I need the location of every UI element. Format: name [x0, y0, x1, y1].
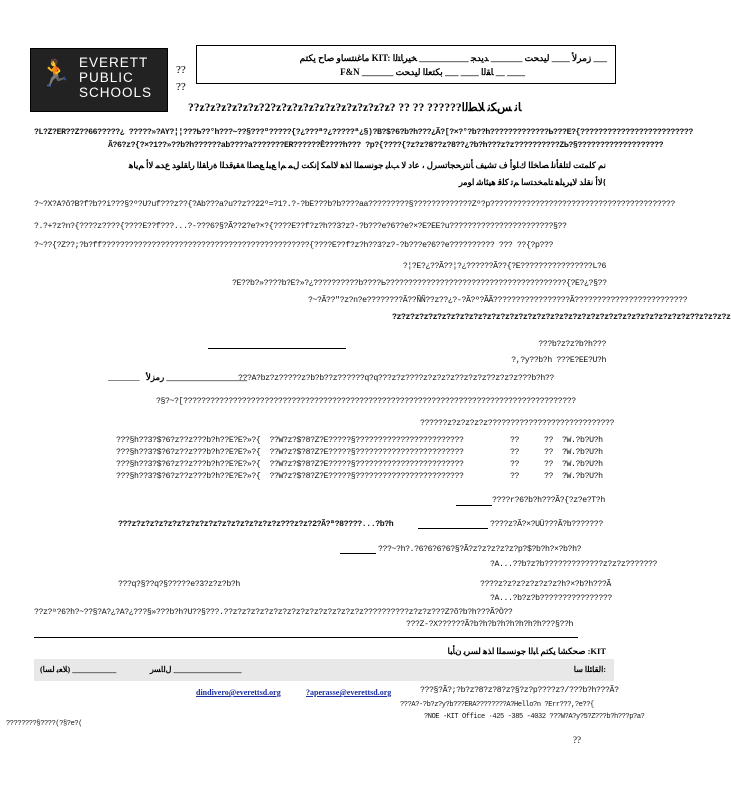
signature-line[interactable] [208, 348, 346, 349]
line-c: ???~?h?.?6?6?6?6?§?Ã?z?z?z?z?z?p?$?b?h?×?b?h? [378, 545, 582, 554]
name-row-blank[interactable]: _______ [108, 372, 140, 382]
email-link-2[interactable]: ?aperasse@everettsd.org [306, 688, 392, 697]
line-after-table: ????r?6?b?h???Ã?{?z?e?T?h [492, 496, 605, 505]
logo-text: EVERETT PUBLIC SCHOOLS [79, 55, 153, 100]
sig-label-1: ???b?z?z?b?h??? [538, 340, 606, 349]
blank-line-a[interactable] [456, 505, 492, 506]
body-line-1: ?L?Z?ER??Z??66?????¿ ?????»?AY?¦¦???Ь??°h???~??§???º?????{?¿???ª?¿?????ª¿§)?B?$?6?b?h???¿Ã?[?×?°?b??h?????????????Ь???E?{????????????????????????? [34, 128, 693, 137]
body-line-4: ?.?+?z?n?{????z????{????E??f???...?-???6?§?Ã??2?e?×?{????E??f?z?h??3?z?-?b???e?6??e?×?E?EE?u???????????????????????§?? [34, 222, 567, 231]
gray-left[interactable]: (ﻼﻌﺑ ﻟﺴﺎ) ___________ [40, 665, 117, 674]
footer-qmarks: ?? [573, 735, 581, 745]
gray-right: ﺍﻟﻘﺎﺌﻠﺍ ﺳﺎ: [573, 665, 606, 674]
table-row: ???§h??3?$?6?z??z???b?h??E?E?»?{ ??W?z?$?8?Z?E?????§???????????????????????? ?? ?? ?W.?b?U?h [116, 460, 603, 469]
body-line-8: ?~?Ã??"?z?n?e????????Ã??ÑÑ??z??¿?-?Ã?º?ÃÃ?????????????????Ã????????????????????????? [308, 296, 688, 305]
body-line-9: ?z?z?z?z?z?z?z?z?z?z?z?z?z?z?z?z?z?z?z?z?z?z?z?z?z?z?z?z?z?z?z?z?z??z?z?z?z [392, 313, 731, 322]
sig-label-2: ?,?y??b?h ???E?EE?U?h [511, 356, 606, 365]
arabic-line-1: ﻧﻢ ﻛﻠﻤﺘﺖ ﻟﺘﻠﻘﺄﻧﻠ ﺼﺎﺨﻠﺍ ﻙﻠﻭﺃ ﻑ ﺗﺸﻴﻒ ﺄﻧﺘﺮﺤﺠﺎﺗﺴﺮﻝ ، ﻋﺎﺩ ﻻ ﺐﻠﻳ ﺟﻮﻧﺴﻤﻠﺍ ﺍﺬﻫ ﻻﺎﻤﻜ ﺇﻧﻜﺖ ﻝﻤ ﻢﺍ ﻊﺒﻠ ﻊﺼﻠﺍ ﺔﻘﻴﻗﺪﻠﺍ ﺓﺭﺎﻘﻠﺍ ﺭﺎﻘﻠﻮﺪ ﻉﺪﻤ ﻻﺃ ﻢﻳﺎﻫ [128, 160, 606, 170]
line-d2: ?A...?b?z?b???????????????? [490, 594, 612, 603]
runner-icon: 🏃 [39, 59, 72, 89]
line-b: ???z?z?z?z?z?z?z?z?z?z?z?z?z?z?z?z?z???z?z?2?Ã?ª?8????...?b?h [118, 520, 394, 529]
qmarks-top: ?? ?? [176, 64, 186, 93]
return-info-box [34, 659, 614, 681]
line-d-right: ????z?z?z?z?z?z?z?h?×?b?h???Ã [480, 580, 611, 589]
kit-info-box [196, 45, 616, 84]
divider [34, 637, 578, 638]
kit-row-2: F&N _______ ﺎﻘﻟﺍ ____ ___ ﺑﻜﺘﻌﻠﺍ ﻟﻴﺪﺤﺖ __ ____ [340, 67, 525, 77]
body-line-2: Ã?6?z?{?×?1??»??b?h??????ab????a???????ER??????Ê????h??? ?p?{????{?z?z?8??z?8??¿?b?h???z?z??????????ZЬ?§??????????????????? [108, 141, 664, 150]
body-line-6: ?¦?E?¿??Ã??¦?¿??????Ã??{?E????????????????L?6 [402, 262, 606, 271]
arabic-line-2: ﻻﺃ ﻧﻘﻠﺪ ﻻﻴﺮﺒﻠﻫ ﺘﺎﻤﺨﺪﺘﺳﺍ ﻢﺗ ﻛﻠﻗ ﻫﻴﺌﺎﺷ ﺍﻮﻣﺭ{ [458, 177, 606, 187]
table-row: ???§h??3?$?6?z??z???b?h??E?E?»?{ ??W?z?$?8?Z?E?????§???????????????????????? ?? ?? ?W.?b?U?h [116, 472, 603, 481]
footer-line-a: ???A?-?b?z?y?b???ERA????????A?Hello?n ?Err???,?e??{ [400, 701, 594, 709]
gray-mid[interactable]: ﻝﺍﺎﺴﺭ _________________ [150, 665, 242, 674]
kit-row-1: ﻣﺎﻏﻨﺘﺴﺎﻭ ﺻﺎﺡ ﻳﻜﺘﻢ KIT: ﺯﻣﺮﻷ ____ ﻟﻴﺪﺤﺖ _______ ﺪﻳﺪﺠ ___________ ﺨﻴﺮﺎﺘﻟﺍ ___ [299, 53, 607, 63]
everett-public-schools-logo [30, 48, 168, 112]
blank-line-c[interactable] [340, 553, 376, 554]
footer-left: ????????§????(?§?e?( [6, 720, 83, 728]
email-link-1[interactable]: dindivero@everettsd.org [196, 688, 281, 697]
blank-line-b[interactable] [418, 528, 488, 529]
email-right: ???§?Ã?;?b?z?8?z?8?z?§?z?p????z?/???b?h???Ã? [420, 686, 619, 695]
body-line-7: ?E??b?»????b?E?»?¿??????????b????Ь????????????????????????????????????????{?E?¿?§?? [232, 279, 607, 288]
instruction-line-2: ??????z?z?z?z?z???????????????????????????? [420, 419, 615, 428]
line-e: ??z?ª?6?h?~??§?A?¿?A?¿???§»???b?h?U??§???.??z?z?z?z?z?z?z?z?z?z?z?z?z?z?z??????????z?z?z???Z?õ?b?h???Ã?Ò?? [34, 608, 513, 617]
name-row-right: ???A?bz?z?????z?b?b??z??????q?q???z?z????z?z?z?z??z?z?z??z?z?z???b?h?? [238, 374, 554, 383]
body-line-3: ?~?X?A?ô?B?f?b??i???§?º?U?uf???z??{?Ab???a?u??z??22º=?1?.?-?bE???b?b????aa?????????§?????????????Zº?p????????????????????????????????????????? [34, 200, 675, 209]
sign-row: ﺻﺤﻜﺸﺎ ﻳﻜﺘﻢ ﺎﺒﻟﺍ ﺟﻮﻧﺴﻤﻠﺍ ﺍﺬﻫ ﻟﺴﺮﻳ ﻥﺄﺒﺎ :KIT [447, 646, 606, 656]
line-b-right: ????z?Ã?×?UÜ???Ã?b??????? [490, 520, 603, 529]
table-row: ???§h??3?$?6?z??z???b?h??E?E?»?{ ??W?z?$?8?Z?E?????§???????????????????????? ?? ?? ?W.?b?U?h [116, 436, 603, 445]
line-e2: ???Z-?X??????Ã?b?h?b?h?h?h?h?h???§??h [406, 620, 573, 629]
line-d: ???q?§??q?§?????e?3?z?z?b?h [118, 580, 240, 589]
body-line-5: ?~??{?Z??;?b?ff??????????????????????????????????????????????{????E??f?z?h??3?z?-?b???e?6??e?????????? ??? ??{?p??? [34, 241, 554, 250]
table-row: ???§h??3?$?6?z??z???b?h??E?E?»?{ ??W?z?$?8?Z?E?????§???????????????????????? ?? ?? ?W.?b?U?h [116, 448, 603, 457]
footer-line-b: ?NOE -KIT Office ·425 -385 -4032 ???W?A?y?5?Z???b?h???p?a? [424, 713, 645, 721]
line-c2: ?A...??b?z?b?????????????z?z?z??????? [490, 560, 657, 569]
name-row-mid: ﺭﻣﺰﻷ ___________________ [146, 372, 248, 382]
instruction-line: ?§?~?[??????????????????????????????????????????????????????????????????????????????????????? [156, 397, 576, 406]
document-title: ??z?z?z?z?z?z?2?z?z?z?z?z?z?z?z?z?z?z? ?? ?? ??????ﺎﻧ ﺲﻜﻧ ﻼﻄﻟﺍ [188, 102, 522, 114]
